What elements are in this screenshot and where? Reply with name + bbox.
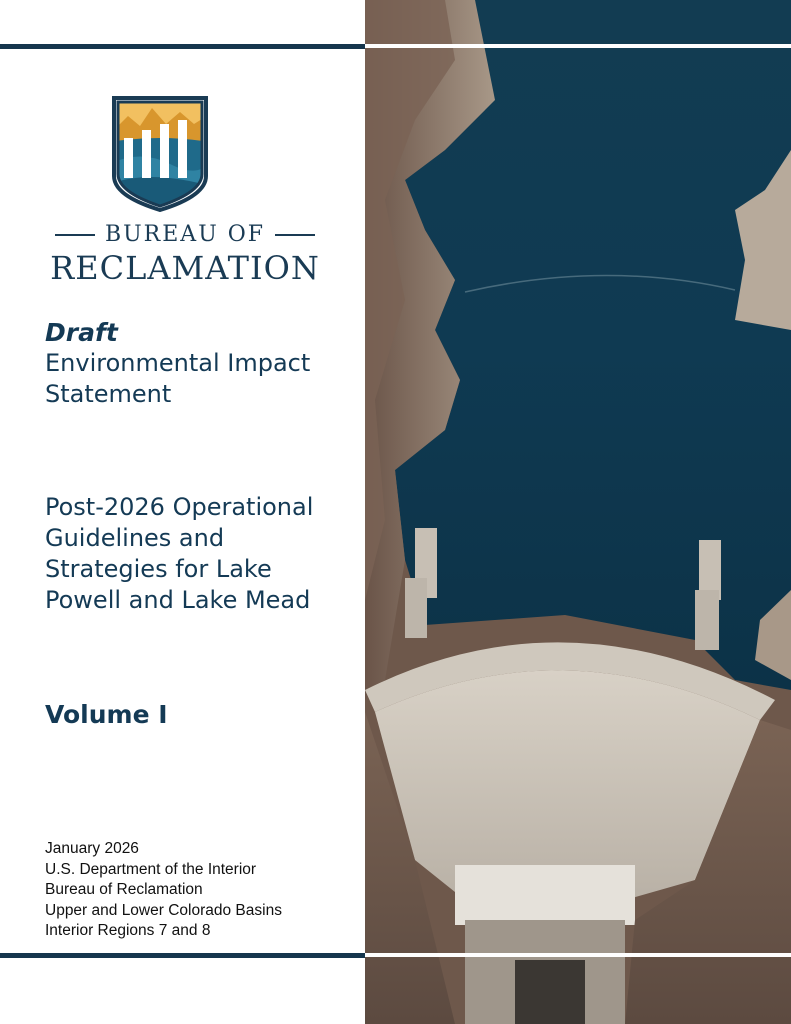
aerial-dam-photo-icon	[365, 0, 791, 1024]
publication-info	[45, 839, 282, 942]
document-title	[45, 318, 345, 410]
draft-label: Draft	[45, 318, 118, 347]
wordmark-dash-left	[55, 234, 95, 236]
cover-text-panel	[0, 0, 365, 1024]
publication-date: January 2026	[45, 840, 139, 857]
agency-wordmark	[40, 222, 330, 287]
agency-name-line2: RECLAMATION	[50, 249, 320, 287]
photo-top-rule	[365, 44, 791, 48]
photo-bottom-rule	[365, 953, 791, 957]
top-rule	[0, 44, 365, 49]
document-subject: Post-2026 Operational Guidelines and Strategies for Lake Powell and Lake Mead	[45, 493, 314, 614]
wordmark-dash-right	[275, 234, 315, 236]
regions-name: Interior Regions 7 and 8	[45, 922, 211, 939]
volume-label: Volume I	[45, 700, 168, 729]
department-name: U.S. Department of the Interior	[45, 860, 257, 878]
basins-name: Upper and Lower Colorado Basins	[45, 901, 282, 919]
bottom-rule	[0, 953, 365, 958]
document-type: Environmental Impact Statement	[45, 349, 311, 408]
agency-name-line1: BUREAU OF	[104, 222, 266, 247]
reclamation-shield-logo-icon	[110, 94, 210, 212]
bureau-name: Bureau of Reclamation	[45, 881, 203, 898]
